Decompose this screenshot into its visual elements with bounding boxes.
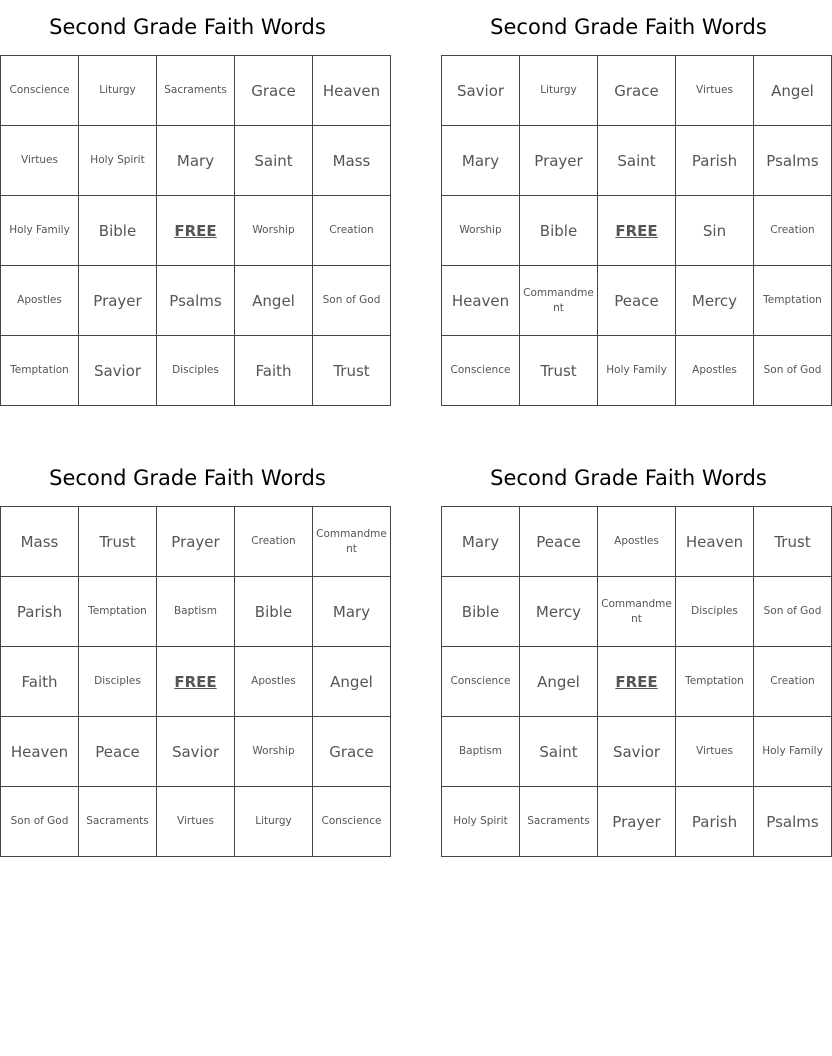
grid-cell: Angel	[520, 647, 598, 717]
grid-cell: Baptism	[157, 577, 235, 647]
grid-row	[442, 336, 832, 406]
grid-row	[442, 507, 832, 577]
grid-cell: Virtues	[676, 56, 754, 126]
grid-cell: Mercy	[676, 266, 754, 336]
grid-cell: Bible	[235, 577, 313, 647]
grid-row	[442, 266, 832, 336]
grid-row	[1, 336, 391, 406]
grid-cell: Prayer	[598, 787, 676, 857]
grid-cell: Bible	[442, 577, 520, 647]
grid-cell: Sacraments	[157, 56, 235, 126]
grid-cell: Heaven	[313, 56, 391, 126]
grid-cell: Temptation	[1, 336, 79, 406]
grid-cell: Apostles	[1, 266, 79, 336]
grid-row	[1, 577, 391, 647]
grid-cell: Grace	[313, 717, 391, 787]
grid-cell: Creation	[313, 196, 391, 266]
grid-cell: Faith	[1, 647, 79, 717]
grid-cell: Liturgy	[235, 787, 313, 857]
grid-cell: Parish	[1, 577, 79, 647]
grid-cell: Prayer	[157, 507, 235, 577]
grid-cell: Apostles	[676, 336, 754, 406]
grid-cell: Heaven	[1, 717, 79, 787]
grid-cell: Holy Spirit	[442, 787, 520, 857]
grid-cell: Mary	[442, 126, 520, 196]
bingo-grid	[0, 55, 391, 406]
grid-cell: Holy Family	[1, 196, 79, 266]
grid-row	[1, 507, 391, 577]
grid-cell: Holy Family	[598, 336, 676, 406]
grid-cell: Conscience	[1, 56, 79, 126]
grid-cell: Angel	[235, 266, 313, 336]
grid-cell: Angel	[313, 647, 391, 717]
grid-cell: Parish	[676, 787, 754, 857]
grid-cell: Commandment	[520, 266, 598, 336]
grid-cell: Prayer	[79, 266, 157, 336]
grid-cell: Mercy	[520, 577, 598, 647]
bingo-grid	[0, 506, 391, 857]
grid-cell: Trust	[520, 336, 598, 406]
grid-cell: Commandment	[313, 507, 391, 577]
card-title: Second Grade Faith Words	[490, 466, 767, 490]
grid-cell: Mass	[313, 126, 391, 196]
grid-cell: Saint	[235, 126, 313, 196]
grid-cell: Son of God	[1, 787, 79, 857]
grid-cell: Parish	[676, 126, 754, 196]
grid-cell: Psalms	[754, 126, 832, 196]
grid-row	[1, 126, 391, 196]
grid-cell: Worship	[235, 196, 313, 266]
grid-cell: Temptation	[676, 647, 754, 717]
grid-row	[442, 577, 832, 647]
grid-cell: Liturgy	[79, 56, 157, 126]
grid-cell: Disciples	[157, 336, 235, 406]
grid-cell: Apostles	[598, 507, 676, 577]
grid-row	[442, 126, 832, 196]
grid-cell: Saint	[520, 717, 598, 787]
grid-cell: Virtues	[1, 126, 79, 196]
grid-cell: Sin	[676, 196, 754, 266]
grid-cell: Disciples	[79, 647, 157, 717]
grid-cell: Heaven	[442, 266, 520, 336]
bingo-grid	[441, 55, 832, 406]
grid-row	[1, 56, 391, 126]
grid-cell: Bible	[79, 196, 157, 266]
grid-cell: Holy Family	[754, 717, 832, 787]
grid-cell: Conscience	[442, 336, 520, 406]
grid-cell: Bible	[520, 196, 598, 266]
grid-cell: Savior	[598, 717, 676, 787]
grid-cell: Son of God	[754, 336, 832, 406]
grid-cell: Son of God	[313, 266, 391, 336]
free-space: FREE	[598, 647, 676, 717]
grid-cell: Virtues	[157, 787, 235, 857]
grid-cell: Apostles	[235, 647, 313, 717]
grid-cell: Creation	[754, 196, 832, 266]
grid-cell: Son of God	[754, 577, 832, 647]
bingo-grid	[441, 506, 832, 857]
grid-cell: Heaven	[676, 507, 754, 577]
grid-cell: Grace	[235, 56, 313, 126]
grid-cell: Temptation	[79, 577, 157, 647]
grid-cell: Conscience	[313, 787, 391, 857]
grid-cell: Mary	[157, 126, 235, 196]
grid-cell: Grace	[598, 56, 676, 126]
grid-cell: Mary	[313, 577, 391, 647]
grid-cell: Sacraments	[79, 787, 157, 857]
grid-cell: Peace	[520, 507, 598, 577]
grid-cell: Savior	[79, 336, 157, 406]
free-space: FREE	[598, 196, 676, 266]
grid-cell: Savior	[157, 717, 235, 787]
grid-cell: Angel	[754, 56, 832, 126]
grid-cell: Trust	[313, 336, 391, 406]
grid-cell: Commandment	[598, 577, 676, 647]
grid-cell: Savior	[442, 56, 520, 126]
grid-cell: Saint	[598, 126, 676, 196]
card-title: Second Grade Faith Words	[49, 15, 326, 39]
bingo-card-4	[441, 451, 823, 857]
grid-row	[442, 196, 832, 266]
card-title: Second Grade Faith Words	[49, 466, 326, 490]
grid-row	[442, 787, 832, 857]
grid-row	[442, 717, 832, 787]
grid-cell: Faith	[235, 336, 313, 406]
free-space: FREE	[157, 196, 235, 266]
grid-cell: Peace	[598, 266, 676, 336]
grid-cell: Creation	[235, 507, 313, 577]
grid-row	[442, 647, 832, 717]
grid-cell: Worship	[442, 196, 520, 266]
grid-cell: Baptism	[442, 717, 520, 787]
grid-cell: Sacraments	[520, 787, 598, 857]
bingo-card-3	[0, 451, 387, 857]
grid-cell: Worship	[235, 717, 313, 787]
grid-cell: Temptation	[754, 266, 832, 336]
bingo-card-2	[441, 0, 822, 406]
free-space: FREE	[157, 647, 235, 717]
grid-cell: Psalms	[157, 266, 235, 336]
grid-cell: Peace	[79, 717, 157, 787]
grid-cell: Conscience	[442, 647, 520, 717]
grid-row	[1, 647, 391, 717]
grid-cell: Prayer	[520, 126, 598, 196]
grid-cell: Disciples	[676, 577, 754, 647]
card-title: Second Grade Faith Words	[490, 15, 767, 39]
grid-cell: Virtues	[676, 717, 754, 787]
grid-row	[1, 787, 391, 857]
grid-row	[442, 56, 832, 126]
grid-cell: Holy Spirit	[79, 126, 157, 196]
grid-row	[1, 196, 391, 266]
grid-cell: Creation	[754, 647, 832, 717]
grid-cell: Trust	[79, 507, 157, 577]
grid-cell: Trust	[754, 507, 832, 577]
grid-cell: Mary	[442, 507, 520, 577]
grid-row	[1, 717, 391, 787]
grid-cell: Mass	[1, 507, 79, 577]
grid-cell: Psalms	[754, 787, 832, 857]
bingo-card-1	[0, 0, 381, 406]
grid-row	[1, 266, 391, 336]
grid-cell: Liturgy	[520, 56, 598, 126]
